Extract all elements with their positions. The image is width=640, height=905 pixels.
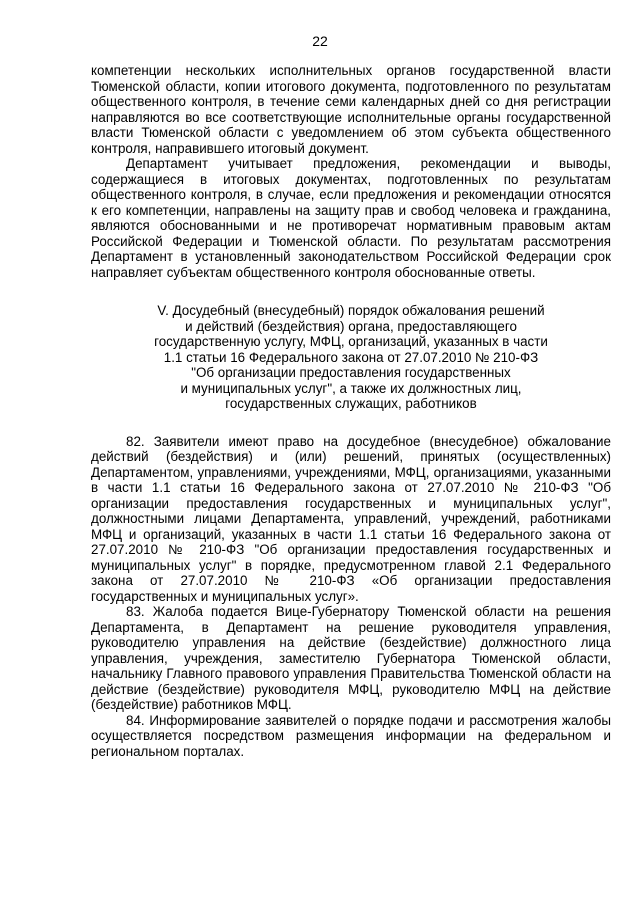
- heading-line: V. Досудебный (внесудебный) порядок обжалования решений: [157, 303, 545, 318]
- heading-line: 1.1 статьи 16 Федерального закона от 27.07.2010 № 210-ФЗ: [163, 349, 539, 365]
- heading-line: государственную услугу, МФЦ, организаций, указанных в части: [154, 334, 548, 349]
- heading-line: государственных служащих, работников: [225, 396, 477, 411]
- heading-line: "Об организации предоставления государственных: [191, 365, 511, 380]
- page-number: 22: [312, 33, 328, 49]
- bottom-paragraphs: [91, 434, 611, 760]
- clause-paragraph: 83. Жалоба подается Вице-Губернатору Тюменской области на решения Департамента, в Департамент на решение руководителя управления, руководителю управления на действие (бездействие) должностного лица управления, учреждения, заместителю Губернатора Тюменской области, начальнику Главного правового управления Правительства Тюменской области на действие (бездействие) руководителя МФЦ, руководителю МФЦ на действие (бездействие) работников МФЦ.: [91, 604, 611, 712]
- body-paragraph: Департамент учитывает предложения, рекомендации и выводы, содержащиеся в итоговых документах, подготовленных по результатам общественного контроля, в случае, если предложения и рекомендации относятся к его компетенции, направлены на защиту прав и свобод человека и гражданина, являются обоснованными и не противоречат нормативным правовым актам Российской Федерации и Тюменской области. По результатам рассмотрения Департамент в установленный законодательством Российской Федерации срок направляет субъектам общественного контроля обоснованные ответы.: [91, 156, 611, 280]
- section-heading: [91, 303, 611, 412]
- clause-paragraph: 84. Информирование заявителей о порядке подачи и рассмотрения жалобы осуществляется посредством размещения информации на федеральном и региональном порталах.: [91, 712, 611, 759]
- heading-line: и муниципальных услуг", а также их должностных лиц,: [180, 380, 522, 396]
- document-body: [91, 63, 611, 759]
- clause-paragraph: 82. Заявители имеют право на досудебное (внесудебное) обжалование действий (бездействия) и (или) решений, принятых (осуществленных) Департаментом, управлениями, учреждениями, МФЦ, организациями, указанными в части 1.1 статьи 16 Федерального закона от 27.07.2010 № 210-ФЗ "Об организации предоставления государственных и муниципальных услуг", должностными лицами Департамента, управлений, учреждений, работниками МФЦ и организаций, указанных в части 1.1 статьи 16 Федерального закона от 27.07.2010 № 210-ФЗ "Об организации предоставления государственных и муниципальных услуг" в порядке, предусмотренном главой 2.1 Федерального закона от 27.07.2010 № 210-ФЗ «Об организации предоставления государственных и муниципальных услуг».: [91, 433, 611, 604]
- top-paragraphs: [91, 63, 611, 280]
- heading-line: и действий (бездействия) органа, предоставляющего: [185, 318, 517, 334]
- body-paragraph: компетенции нескольких исполнительных органов государственной власти Тюменской области, копии итогового документа, подготовленного по результатам общественного контроля, в течение семи календарных дней со дня регистрации направляются во все соответствующие исполнительные органы государственной власти Тюменской области с уведомлением об этом субъекта общественного контроля, направившего итоговый документ.: [91, 63, 611, 156]
